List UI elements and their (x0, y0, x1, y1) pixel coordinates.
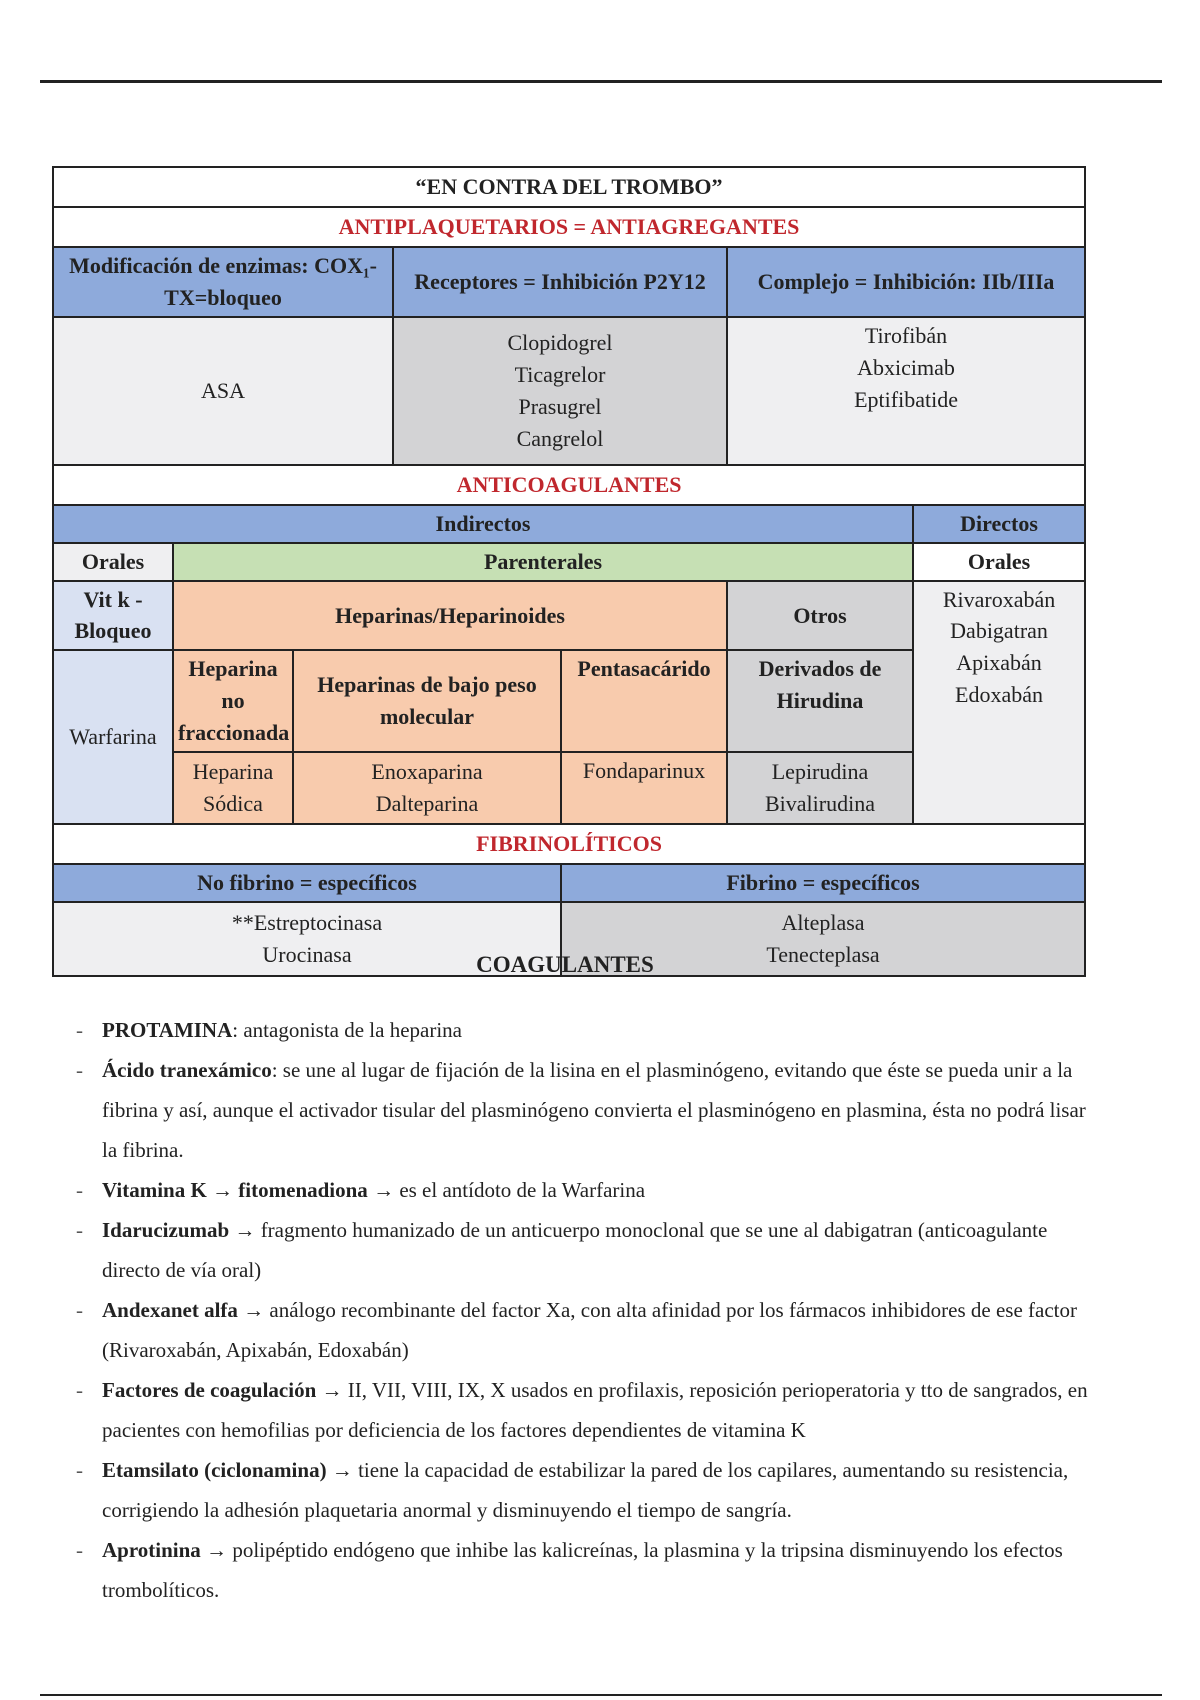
drug-name: Fondaparinux (582, 758, 706, 784)
drug-name: Sódica (203, 791, 263, 817)
list-item (72, 1450, 1092, 1530)
warfarina-cell: Warfarina (53, 650, 173, 824)
fibrinoliticos-heading: FIBRINOLÍTICOS (53, 824, 1085, 864)
table-title: “EN CONTRA DEL TROMBO” (53, 167, 1085, 207)
drug-name: ASA (200, 377, 245, 403)
vitk-header: Vit k - Bloqueo (53, 581, 173, 651)
indirectos-header: Indirectos (53, 505, 913, 543)
antiplaq-col3-header: Complejo = Inhibición: IIb/IIIa (727, 247, 1085, 317)
item-term: Ácido tranexámico (102, 1058, 272, 1082)
list-item (72, 1010, 1092, 1050)
drug-name: Lepirudina (771, 759, 869, 785)
drug-name: Bivalirudina (765, 791, 875, 817)
list-item (72, 1210, 1092, 1290)
list-item (72, 1050, 1092, 1170)
item-text: : antagonista de la heparina (232, 1018, 463, 1042)
drug-name: Dalteparina (375, 791, 479, 817)
coagulantes-title: COAGULANTES (476, 952, 654, 977)
drug-name: Urocinasa (262, 941, 352, 967)
drug-name: Abxicimab (857, 354, 955, 380)
parenterales-header: Parenterales (173, 543, 913, 581)
drug-name: Enoxaparina (371, 759, 483, 785)
antiplaq-col1-cell (53, 317, 393, 465)
list-item (72, 1170, 1092, 1210)
drug-name: Prasugrel (518, 393, 602, 419)
item-text: tiene la capacidad de estabilizar la pared de los capilares, aumentando su resistencia, corrigiendo la adhesión plaquetaria anormal y disminuyendo el tiempo de sangría. (102, 1458, 1069, 1522)
antiplaq-col2-cell (393, 317, 727, 465)
coagulantes-list (72, 1010, 1092, 1610)
drug-name: Dabigatran (950, 618, 1048, 644)
antiplaquetarios-heading: ANTIPLAQUETARIOS = ANTIAGREGANTES (53, 207, 1085, 247)
otros-header: Otros (727, 581, 913, 651)
antithrombotic-table (52, 166, 1086, 977)
item-text: II, VII, VIII, IX, X usados en profilaxis, reposición perioperatoria y tto de sangrados, en pacientes con hemofilias por deficiencia de los factores dependientes de vitamina K (102, 1378, 1088, 1442)
item-text: : se une al lugar de fijación de la lisina en el plasminógeno, evitando que éste se pueda unir a la fibrina y así, aunque el activador tisular del plasminógeno convierta el plasminógeno en plasmina, ésta no podrá lisar la fibrina. (102, 1058, 1086, 1162)
drug-name: Ticagrelor (514, 361, 606, 387)
item-term: Aprotinina → (102, 1538, 228, 1562)
item-term: Factores de coagulación → (102, 1378, 343, 1402)
hnf-drugs-cell (173, 752, 293, 824)
penta-drugs-cell (561, 752, 727, 824)
item-text: análogo recombinante del factor Xa, con alta afinidad por los fármacos inhibidores de ese factor (Rivaroxabán, Apixabán, Edoxabán) (102, 1298, 1078, 1362)
list-item (72, 1290, 1092, 1370)
item-text: → es el antídoto de la Warfarina (367, 1178, 646, 1202)
item-term: PROTAMINA (102, 1018, 233, 1042)
drug-name: **Estreptocinasa (231, 910, 383, 936)
item-term: Andexanet alfa → (102, 1298, 265, 1322)
drug-name: Cangrelol (516, 425, 604, 451)
item-term: Etamsilato (ciclonamina) → (102, 1458, 353, 1482)
drug-name: Tenecteplasa (766, 941, 880, 967)
hirudina-drugs-cell (727, 752, 913, 824)
orales-header: Orales (53, 543, 173, 581)
directos-drugs-cell (913, 581, 1085, 824)
pentasacarido-header: Pentasacárido (561, 650, 727, 752)
drug-name: Edoxabán (955, 682, 1044, 708)
drug-name: Alteplasa (781, 910, 865, 936)
list-item (72, 1370, 1092, 1450)
heparinas-header: Heparinas/Heparinoides (173, 581, 727, 651)
drug-name: Tirofibán (864, 322, 948, 348)
item-text: fragmento humanizado de un anticuerpo monoclonal que se une al dabigatran (anticoagulante directo de vía oral) (102, 1218, 1048, 1282)
directos-header: Directos (913, 505, 1085, 543)
drug-name: Eptifibatide (854, 386, 958, 412)
item-term: Vitamina K → fitomenadiona (102, 1178, 368, 1202)
drug-name: Clopidogrel (507, 330, 613, 355)
hbpm-header: Heparinas de bajo peso molecular (293, 650, 561, 752)
drug-name: Apixabán (956, 650, 1042, 676)
antiplaq-col2-header: Receptores = Inhibición P2Y12 (393, 247, 727, 317)
hirudina-header: Derivados de Hirudina (727, 650, 913, 752)
drug-name: Heparina (192, 759, 274, 785)
list-item (72, 1530, 1092, 1610)
drug-name: Rivaroxabán (942, 586, 1056, 612)
anticoagulantes-heading: ANTICOAGULANTES (53, 465, 1085, 505)
hbpm-drugs-cell (293, 752, 561, 824)
hnf-header: Heparina no fraccionada (173, 650, 293, 752)
item-text: polipéptido endógeno que inhibe las kalicreínas, la plasmina y la tripsina disminuyendo los efectos trombolíticos. (102, 1538, 1063, 1602)
top-rule (40, 80, 1162, 83)
especificos-header: Fibrino = específicos (561, 864, 1085, 902)
antiplaq-col1-header: Modificación de enzimas: COX₁-TX=bloqueo (53, 247, 393, 317)
antiplaq-col3-cell (727, 317, 1085, 465)
bottom-rule (40, 1694, 1162, 1696)
orales-directos-header: Orales (913, 543, 1085, 581)
no-especificos-header: No fibrino = específicos (53, 864, 561, 902)
item-term: Idarucizumab → (102, 1218, 256, 1242)
